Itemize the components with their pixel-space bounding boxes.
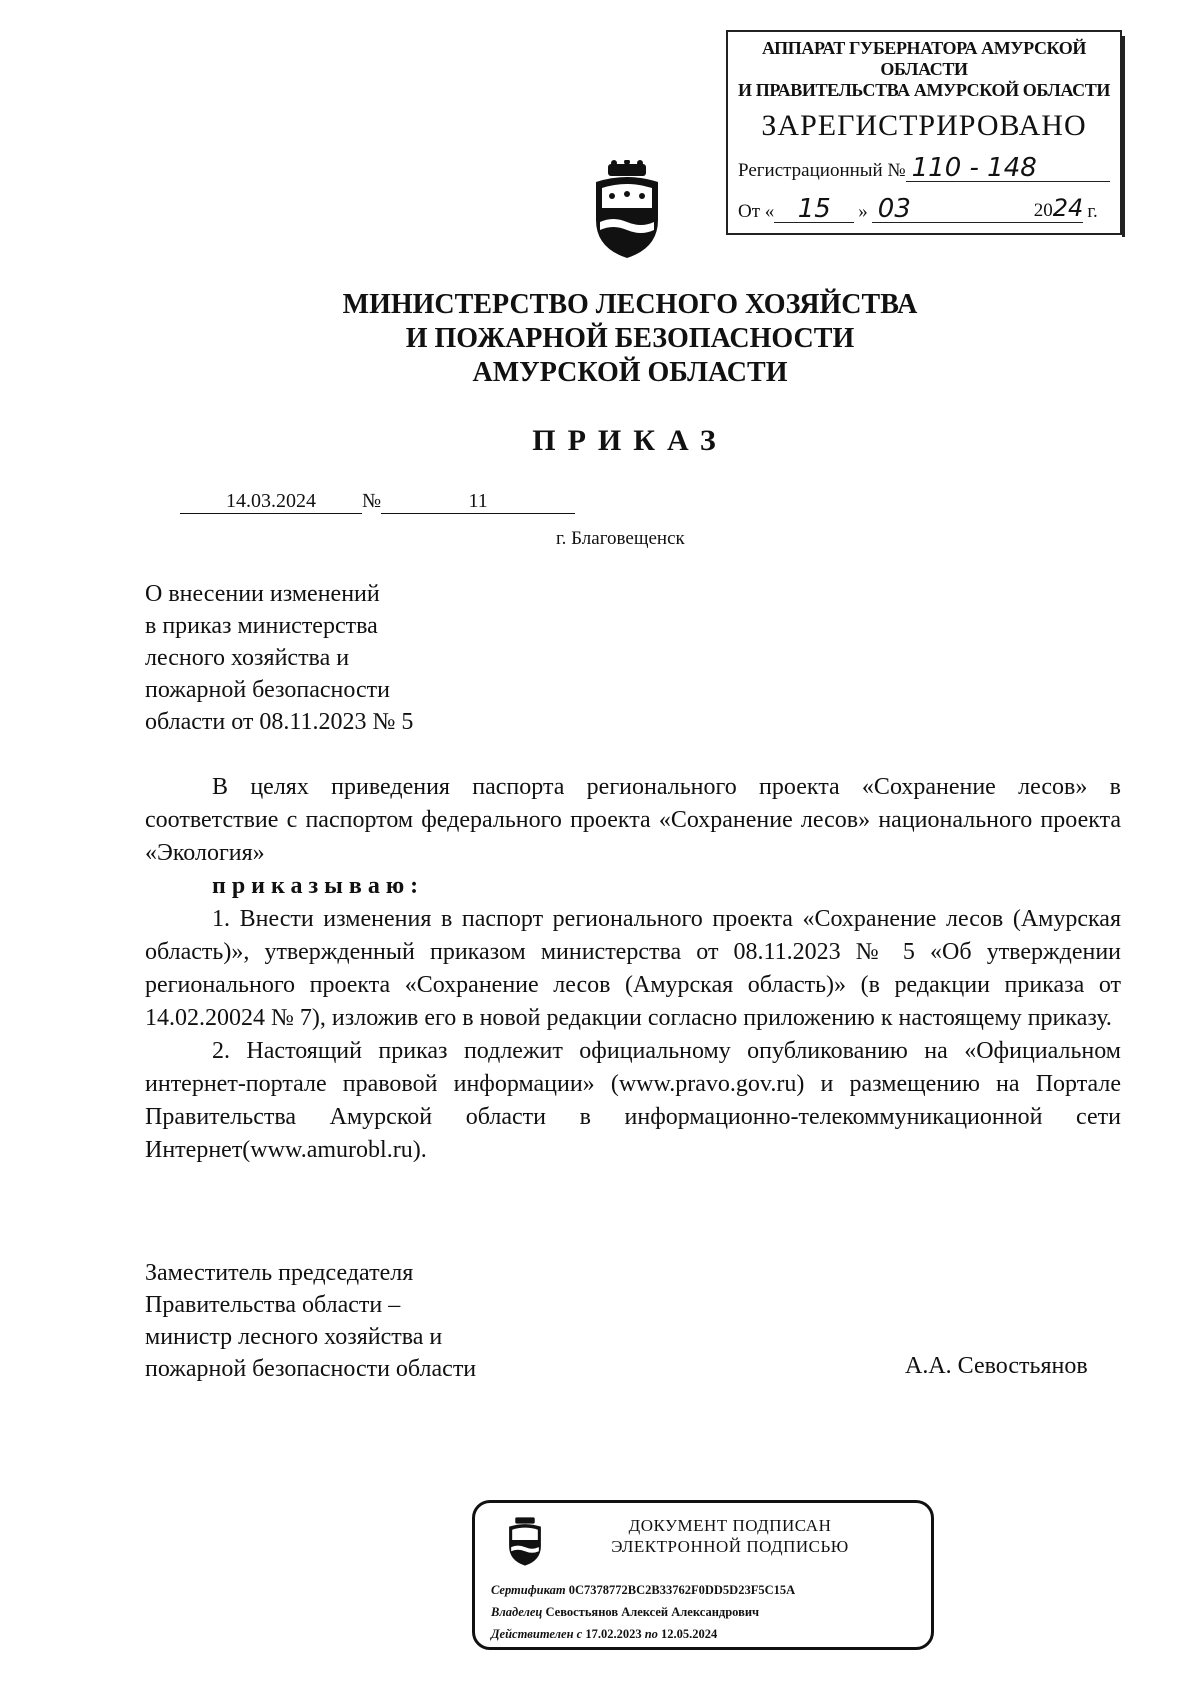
signer-name: А.А. Севостьянов (905, 1353, 1088, 1379)
document-date-number (180, 490, 575, 514)
registration-stamp (726, 30, 1122, 235)
esig-owner-row (491, 1601, 795, 1623)
esig-valid-label: Действителен с (491, 1627, 583, 1641)
subject-line: в приказ министерства (145, 613, 378, 639)
number-label: № (362, 490, 382, 512)
esig-valid-row (491, 1623, 795, 1645)
esig-owner-value: Севостьянов Алексей Александрович (545, 1605, 760, 1619)
stamp-year-suffix: 24 (1052, 194, 1084, 222)
stamp-org-line1: АППАРАТ ГУБЕРНАТОРА АМУРСКОЙ ОБЛАСТИ (762, 38, 1086, 79)
document-date: 14.03.2024 (180, 490, 362, 514)
document-city: г. Благовещенск (556, 528, 685, 549)
esig-valid-to-label: по (644, 1627, 658, 1641)
signature-title-line: Заместитель председателя (145, 1260, 414, 1286)
coat-of-arms-icon (588, 160, 666, 260)
esig-cert-label: Сертификат (491, 1583, 566, 1597)
stamp-day: 15 (774, 196, 854, 223)
body-item-1: 1. Внести изменения в паспорт регионального проекта «Сохранение лесов (Амурская область)», утвержденный приказом министерства от 08.11.2023 № 5 «Об утверждении регионального проекта «Сохранение лесов (Амурская область)» (в редакции приказа от 14.02.20024 № 7), изложив его в новой редакции согласно приложению к настоящему приказу. (145, 906, 1121, 1031)
stamp-year (1022, 194, 1084, 223)
body-item-2: 2. Настоящий приказ подлежит официальному опубликованию на «Официальном интернет-портале правовой информации» (www.pravo.gov.ru) и размещению на Портале Правительства Амурской области в информационно-телекоммуникационной сети Интернет(www.amurobl.ru). (145, 1038, 1121, 1163)
subject-line: пожарной безопасности (145, 677, 390, 703)
stamp-date-row (738, 194, 1110, 223)
esig-valid-to: 12.05.2024 (661, 1627, 718, 1641)
document-body (145, 771, 1121, 1167)
coat-of-arms-icon (505, 1515, 545, 1567)
stamp-month: 03 (872, 196, 1022, 223)
ministry-header (0, 288, 1200, 390)
ministry-line3: АМУРСКОЙ ОБЛАСТИ (472, 357, 788, 388)
signature-title-line: министр лесного хозяйства и (145, 1324, 443, 1350)
esig-cert-row (491, 1579, 795, 1601)
signature-title-line: Правительства области – (145, 1292, 401, 1318)
esig-owner-label: Владелец (491, 1605, 543, 1619)
document-type: ПРИКАЗ (532, 424, 728, 457)
ministry-line1: МИНИСТЕРСТВО ЛЕСНОГО ХОЗЯЙСТВА (342, 289, 918, 320)
subject-line: области от 08.11.2023 № 5 (145, 709, 414, 735)
stamp-org-line2: И ПРАВИТЕЛЬСТВА АМУРСКОЙ ОБЛАСТИ (738, 80, 1110, 100)
ministry-line2: И ПОЖАРНОЙ БЕЗОПАСНОСТИ (405, 323, 855, 354)
esig-details (491, 1579, 795, 1645)
signature-block (145, 1257, 705, 1385)
stamp-year-end: г. (1087, 201, 1098, 222)
esig-head-line1: ДОКУМЕНТ ПОДПИСАН (628, 1516, 832, 1535)
signature-title-line: пожарной безопасности области (145, 1356, 477, 1382)
subject-line: О внесении изменений (145, 581, 380, 607)
stamp-from-label: От « (738, 201, 775, 222)
esig-valid-from: 17.02.2023 (585, 1627, 642, 1641)
stamp-reg-label: Регистрационный № (738, 160, 906, 181)
body-order-word: приказываю: (212, 873, 425, 899)
esig-cert-value: 0C7378772BC2B33762F0DD5D23F5C15A (568, 1583, 796, 1597)
stamp-reg-row (738, 155, 1110, 182)
stamp-year-prefix: 20 (1033, 200, 1053, 221)
esig-head-line2: ЭЛЕКТРОННОЙ ПОДПИСЬЮ (611, 1537, 849, 1556)
stamp-month-sep: » (858, 201, 868, 222)
document-number: 11 (381, 490, 575, 514)
stamp-title: ЗАРЕГИСТРИРОВАНО (761, 109, 1087, 142)
esig-heading (565, 1515, 895, 1557)
body-preamble: В целях приведения паспорта регионального проекта «Сохранение лесов» в соответствие с паспортом федерального проекта «Сохранение лесов» национального проекта «Экология» (145, 774, 1121, 866)
stamp-reg-number: 110 - 148 (906, 155, 1110, 182)
document-subject (145, 578, 545, 738)
subject-line: лесного хозяйства и (145, 645, 350, 671)
electronic-signature-stamp (472, 1500, 934, 1650)
